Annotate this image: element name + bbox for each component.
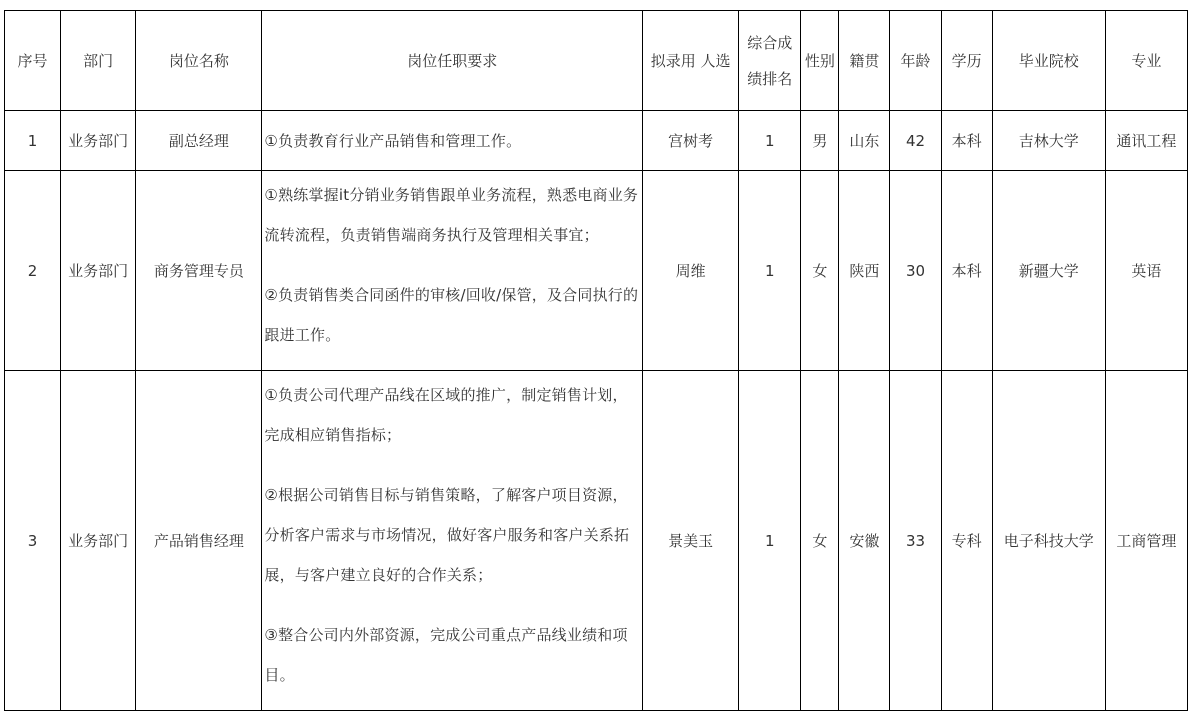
cell-education: 本科 bbox=[941, 171, 992, 371]
cell-age: 42 bbox=[890, 111, 941, 171]
cell-index: 2 bbox=[5, 171, 61, 371]
cell-age: 33 bbox=[890, 371, 941, 711]
cell-requirements bbox=[262, 371, 643, 711]
table-row bbox=[5, 171, 1188, 371]
header-index: 序号 bbox=[5, 11, 61, 111]
cell-position: 产品销售经理 bbox=[136, 371, 262, 711]
header-rank: 综合成绩排名 bbox=[739, 11, 801, 111]
cell-major: 工商管理 bbox=[1105, 371, 1187, 711]
cell-position: 商务管理专员 bbox=[136, 171, 262, 371]
cell-candidate: 周维 bbox=[643, 171, 739, 371]
table-row bbox=[5, 371, 1188, 711]
cell-gender: 男 bbox=[801, 111, 839, 171]
cell-rank: 1 bbox=[739, 371, 801, 711]
header-origin: 籍贯 bbox=[839, 11, 890, 111]
requirement-item: ②根据公司销售目标与销售策略，了解客户项目资源，分析客户需求与市场情况，做好客户服务和客户关系拓展，与客户建立良好的合作关系； bbox=[264, 486, 630, 584]
header-gender: 性别 bbox=[801, 11, 839, 111]
header-dept: 部门 bbox=[61, 11, 136, 111]
cell-dept: 业务部门 bbox=[61, 111, 136, 171]
table-row bbox=[5, 111, 1188, 171]
cell-position: 副总经理 bbox=[136, 111, 262, 171]
cell-index: 3 bbox=[5, 371, 61, 711]
cell-major: 英语 bbox=[1105, 171, 1187, 371]
cell-education: 专科 bbox=[941, 371, 992, 711]
header-school: 毕业院校 bbox=[992, 11, 1105, 111]
requirement-item: ②负责销售类合同函件的审核/回收/保管，及合同执行的跟进工作。 bbox=[264, 286, 639, 344]
cell-gender: 女 bbox=[801, 171, 839, 371]
requirement-item: ①负责公司代理产品线在区域的推广，制定销售计划，完成相应销售指标； bbox=[264, 386, 628, 444]
requirement-item: ①熟练掌握it分销业务销售跟单业务流程，熟悉电商业务流转流程，负责销售端商务执行及管理相关事宜； bbox=[264, 186, 639, 244]
cell-education: 本科 bbox=[941, 111, 992, 171]
requirement-item: ①负责教育行业产品销售和管理工作。 bbox=[264, 131, 522, 150]
cell-gender: 女 bbox=[801, 371, 839, 711]
header-education: 学历 bbox=[941, 11, 992, 111]
cell-requirements bbox=[262, 111, 643, 171]
cell-school: 新疆大学 bbox=[992, 171, 1105, 371]
cell-rank: 1 bbox=[739, 171, 801, 371]
cell-index: 1 bbox=[5, 111, 61, 171]
cell-rank: 1 bbox=[739, 111, 801, 171]
header-position: 岗位名称 bbox=[136, 11, 262, 111]
header-major: 专业 bbox=[1105, 11, 1187, 111]
header-row bbox=[5, 11, 1188, 111]
cell-age: 30 bbox=[890, 171, 941, 371]
header-candidate: 拟录用 人选 bbox=[643, 11, 739, 111]
cell-origin: 陕西 bbox=[839, 171, 890, 371]
requirement-item: ③整合公司内外部资源，完成公司重点产品线业绩和项目。 bbox=[264, 626, 628, 684]
cell-candidate: 宫树考 bbox=[643, 111, 739, 171]
cell-major: 通讯工程 bbox=[1105, 111, 1187, 171]
cell-origin: 安徽 bbox=[839, 371, 890, 711]
header-age: 年龄 bbox=[890, 11, 941, 111]
cell-school: 吉林大学 bbox=[992, 111, 1105, 171]
header-requirements: 岗位任职要求 bbox=[262, 11, 643, 111]
cell-dept: 业务部门 bbox=[61, 171, 136, 371]
cell-school: 电子科技大学 bbox=[992, 371, 1105, 711]
cell-candidate: 景美玉 bbox=[643, 371, 739, 711]
cell-origin: 山东 bbox=[839, 111, 890, 171]
cell-dept: 业务部门 bbox=[61, 371, 136, 711]
hiring-results-table bbox=[4, 10, 1188, 711]
cell-requirements bbox=[262, 171, 643, 371]
